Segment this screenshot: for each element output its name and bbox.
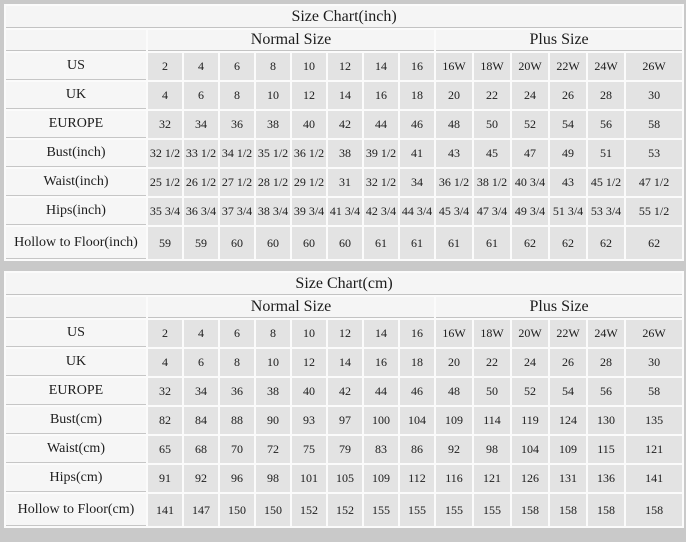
size-value: 38 3/4 (256, 198, 290, 225)
size-value: 42 (328, 111, 362, 138)
size-value: 40 (292, 378, 326, 405)
size-value: 14 (328, 349, 362, 376)
size-value: 158 (588, 494, 624, 526)
table-title: Size Chart(cm) (6, 273, 682, 295)
size-value: 43 (550, 169, 586, 196)
row-label-europe: EUROPE (6, 378, 146, 405)
size-value: 92 (436, 436, 472, 463)
size-value: 22W (550, 320, 586, 347)
size-value: 31 (328, 169, 362, 196)
size-value: 61 (436, 227, 472, 259)
size-value: 136 (588, 465, 624, 492)
size-value: 26 (550, 82, 586, 109)
size-value: 49 3/4 (512, 198, 548, 225)
size-value: 28 (588, 82, 624, 109)
size-value: 60 (328, 227, 362, 259)
row-label-waist-cm: Waist(cm) (6, 436, 146, 463)
size-value: 48 (436, 111, 472, 138)
table-row-bust-cm (6, 407, 682, 434)
size-value: 29 1/2 (292, 169, 326, 196)
size-value: 36 1/2 (436, 169, 472, 196)
size-value: 96 (220, 465, 254, 492)
size-value: 46 (400, 111, 434, 138)
size-value: 88 (220, 407, 254, 434)
size-value: 20 (436, 82, 472, 109)
table-row-uk (6, 349, 682, 376)
row-label-uk: UK (6, 82, 146, 109)
size-value: 14 (364, 320, 398, 347)
size-value: 36 1/2 (292, 140, 326, 167)
size-value: 6 (220, 320, 254, 347)
size-value: 6 (184, 349, 218, 376)
size-value: 26 1/2 (184, 169, 218, 196)
size-value: 82 (148, 407, 182, 434)
size-value: 27 1/2 (220, 169, 254, 196)
size-value: 56 (588, 111, 624, 138)
size-value: 50 (474, 111, 510, 138)
size-value: 47 (512, 140, 548, 167)
size-value: 58 (626, 378, 682, 405)
table-row-us (6, 320, 682, 347)
size-value: 109 (436, 407, 472, 434)
size-value: 45 1/2 (588, 169, 624, 196)
size-value: 51 3/4 (550, 198, 586, 225)
size-value: 24W (588, 53, 624, 80)
size-value: 58 (626, 111, 682, 138)
size-value: 86 (400, 436, 434, 463)
size-value: 53 (626, 140, 682, 167)
size-value: 35 3/4 (148, 198, 182, 225)
size-value: 14 (364, 53, 398, 80)
row-label-hollow-to-floor-inch: Hollow to Floor(inch) (6, 227, 146, 259)
size-value: 92 (184, 465, 218, 492)
size-value: 135 (626, 407, 682, 434)
size-value: 41 (400, 140, 434, 167)
size-value: 10 (256, 82, 290, 109)
size-value: 28 1/2 (256, 169, 290, 196)
size-value: 62 (626, 227, 682, 259)
size-value: 26W (626, 320, 682, 347)
size-value: 55 1/2 (626, 198, 682, 225)
size-value: 12 (328, 320, 362, 347)
size-value: 4 (148, 349, 182, 376)
size-value: 44 (364, 378, 398, 405)
corner-cell (6, 30, 146, 51)
size-value: 36 3/4 (184, 198, 218, 225)
size-value: 10 (292, 53, 326, 80)
size-value: 158 (550, 494, 586, 526)
size-value: 30 (626, 82, 682, 109)
size-value: 130 (588, 407, 624, 434)
size-value: 39 3/4 (292, 198, 326, 225)
size-value: 155 (436, 494, 472, 526)
size-value: 158 (512, 494, 548, 526)
size-value: 147 (184, 494, 218, 526)
size-value: 98 (256, 465, 290, 492)
size-value: 124 (550, 407, 586, 434)
row-label-hips-cm: Hips(cm) (6, 465, 146, 492)
row-label-waist-inch: Waist(inch) (6, 169, 146, 196)
corner-cell (6, 297, 146, 318)
size-value: 38 (256, 111, 290, 138)
size-value: 155 (474, 494, 510, 526)
size-value: 48 (436, 378, 472, 405)
size-value: 52 (512, 378, 548, 405)
size-value: 34 (184, 378, 218, 405)
table-row-hollow-to-floor-cm (6, 494, 682, 526)
size-value: 12 (292, 82, 326, 109)
size-value: 20 (436, 349, 472, 376)
size-value: 114 (474, 407, 510, 434)
size-value: 6 (184, 82, 218, 109)
size-value: 51 (588, 140, 624, 167)
size-value: 155 (400, 494, 434, 526)
size-value: 42 (328, 378, 362, 405)
size-value: 34 (184, 111, 218, 138)
row-label-bust-inch: Bust(inch) (6, 140, 146, 167)
size-value: 59 (184, 227, 218, 259)
row-label-us: US (6, 53, 146, 80)
size-value: 35 1/2 (256, 140, 290, 167)
size-value: 42 3/4 (364, 198, 398, 225)
size-value: 40 (292, 111, 326, 138)
group-header-normal-size: Normal Size (148, 297, 434, 318)
size-value: 152 (292, 494, 326, 526)
size-value: 121 (626, 436, 682, 463)
size-value: 150 (256, 494, 290, 526)
row-label-us: US (6, 320, 146, 347)
row-label-hips-inch: Hips(inch) (6, 198, 146, 225)
size-value: 104 (400, 407, 434, 434)
size-value: 18 (400, 82, 434, 109)
table-row-europe (6, 378, 682, 405)
size-value: 152 (328, 494, 362, 526)
size-value: 34 (400, 169, 434, 196)
size-value: 141 (148, 494, 182, 526)
table-row-us (6, 53, 682, 80)
size-chart-table-size-chart-inch (4, 4, 684, 261)
size-value: 155 (364, 494, 398, 526)
group-header-plus-size: Plus Size (436, 297, 682, 318)
size-value: 116 (436, 465, 472, 492)
table-row-hollow-to-floor-inch (6, 227, 682, 259)
size-value: 43 (436, 140, 472, 167)
row-label-hollow-to-floor-cm: Hollow to Floor(cm) (6, 494, 146, 526)
size-value: 8 (256, 320, 290, 347)
size-value: 54 (550, 378, 586, 405)
size-value: 45 3/4 (436, 198, 472, 225)
size-value: 32 (148, 111, 182, 138)
group-header-plus-size: Plus Size (436, 30, 682, 51)
size-value: 16 (364, 349, 398, 376)
table-row-hips-inch (6, 198, 682, 225)
size-value: 100 (364, 407, 398, 434)
size-value: 25 1/2 (148, 169, 182, 196)
size-value: 79 (328, 436, 362, 463)
row-label-uk: UK (6, 349, 146, 376)
size-value: 54 (550, 111, 586, 138)
size-value: 158 (626, 494, 682, 526)
table-row-uk (6, 82, 682, 109)
size-value: 119 (512, 407, 548, 434)
size-value: 38 1/2 (474, 169, 510, 196)
size-value: 45 (474, 140, 510, 167)
size-value: 61 (474, 227, 510, 259)
size-value: 40 3/4 (512, 169, 548, 196)
size-value: 38 (328, 140, 362, 167)
size-value: 50 (474, 378, 510, 405)
size-value: 22 (474, 82, 510, 109)
size-value: 56 (588, 378, 624, 405)
size-value: 61 (400, 227, 434, 259)
size-value: 34 1/2 (220, 140, 254, 167)
size-value: 72 (256, 436, 290, 463)
size-value: 12 (292, 349, 326, 376)
size-value: 61 (364, 227, 398, 259)
size-value: 98 (474, 436, 510, 463)
size-chart-table-size-chart-cm (4, 271, 684, 528)
size-value: 36 (220, 111, 254, 138)
size-value: 18W (474, 320, 510, 347)
size-value: 16 (400, 53, 434, 80)
size-value: 30 (626, 349, 682, 376)
size-value: 52 (512, 111, 548, 138)
size-value: 68 (184, 436, 218, 463)
row-label-europe: EUROPE (6, 111, 146, 138)
size-value: 18W (474, 53, 510, 80)
row-label-bust-cm: Bust(cm) (6, 407, 146, 434)
size-value: 49 (550, 140, 586, 167)
size-value: 44 3/4 (400, 198, 434, 225)
size-value: 22W (550, 53, 586, 80)
size-value: 10 (292, 320, 326, 347)
size-value: 8 (256, 53, 290, 80)
size-value: 53 3/4 (588, 198, 624, 225)
size-value: 131 (550, 465, 586, 492)
size-value: 75 (292, 436, 326, 463)
size-value: 126 (512, 465, 548, 492)
size-value: 12 (328, 53, 362, 80)
size-value: 84 (184, 407, 218, 434)
size-value: 39 1/2 (364, 140, 398, 167)
size-value: 32 1/2 (148, 140, 182, 167)
size-value: 33 1/2 (184, 140, 218, 167)
size-value: 44 (364, 111, 398, 138)
size-value: 38 (256, 378, 290, 405)
size-value: 20W (512, 53, 548, 80)
size-value: 16W (436, 53, 472, 80)
size-value: 16 (364, 82, 398, 109)
size-value: 4 (148, 82, 182, 109)
size-value: 26W (626, 53, 682, 80)
table-row-waist-inch (6, 169, 682, 196)
size-value: 109 (550, 436, 586, 463)
size-value: 83 (364, 436, 398, 463)
size-value: 14 (328, 82, 362, 109)
size-value: 22 (474, 349, 510, 376)
size-value: 24 (512, 82, 548, 109)
table-row-waist-cm (6, 436, 682, 463)
size-value: 41 3/4 (328, 198, 362, 225)
size-value: 10 (256, 349, 290, 376)
size-value: 70 (220, 436, 254, 463)
size-value: 90 (256, 407, 290, 434)
size-value: 65 (148, 436, 182, 463)
size-value: 59 (148, 227, 182, 259)
size-value: 18 (400, 349, 434, 376)
size-value: 104 (512, 436, 548, 463)
size-value: 8 (220, 82, 254, 109)
size-value: 47 1/2 (626, 169, 682, 196)
size-value: 26 (550, 349, 586, 376)
size-value: 150 (220, 494, 254, 526)
size-value: 62 (550, 227, 586, 259)
size-value: 4 (184, 53, 218, 80)
size-value: 16W (436, 320, 472, 347)
size-value: 32 1/2 (364, 169, 398, 196)
size-value: 105 (328, 465, 362, 492)
size-value: 24 (512, 349, 548, 376)
size-value: 8 (220, 349, 254, 376)
size-value: 60 (256, 227, 290, 259)
size-value: 91 (148, 465, 182, 492)
size-value: 36 (220, 378, 254, 405)
size-value: 46 (400, 378, 434, 405)
size-value: 141 (626, 465, 682, 492)
size-value: 2 (148, 320, 182, 347)
size-value: 47 3/4 (474, 198, 510, 225)
size-value: 62 (512, 227, 548, 259)
group-header-normal-size: Normal Size (148, 30, 434, 51)
table-row-bust-inch (6, 140, 682, 167)
size-value: 62 (588, 227, 624, 259)
table-row-europe (6, 111, 682, 138)
size-value: 60 (292, 227, 326, 259)
size-value: 37 3/4 (220, 198, 254, 225)
size-value: 112 (400, 465, 434, 492)
size-value: 93 (292, 407, 326, 434)
size-value: 6 (220, 53, 254, 80)
size-value: 24W (588, 320, 624, 347)
table-title: Size Chart(inch) (6, 6, 682, 28)
size-value: 32 (148, 378, 182, 405)
size-value: 4 (184, 320, 218, 347)
size-value: 101 (292, 465, 326, 492)
size-value: 109 (364, 465, 398, 492)
size-value: 97 (328, 407, 362, 434)
table-row-hips-cm (6, 465, 682, 492)
size-value: 20W (512, 320, 548, 347)
size-value: 115 (588, 436, 624, 463)
size-value: 2 (148, 53, 182, 80)
size-value: 28 (588, 349, 624, 376)
size-value: 121 (474, 465, 510, 492)
size-value: 16 (400, 320, 434, 347)
size-value: 60 (220, 227, 254, 259)
